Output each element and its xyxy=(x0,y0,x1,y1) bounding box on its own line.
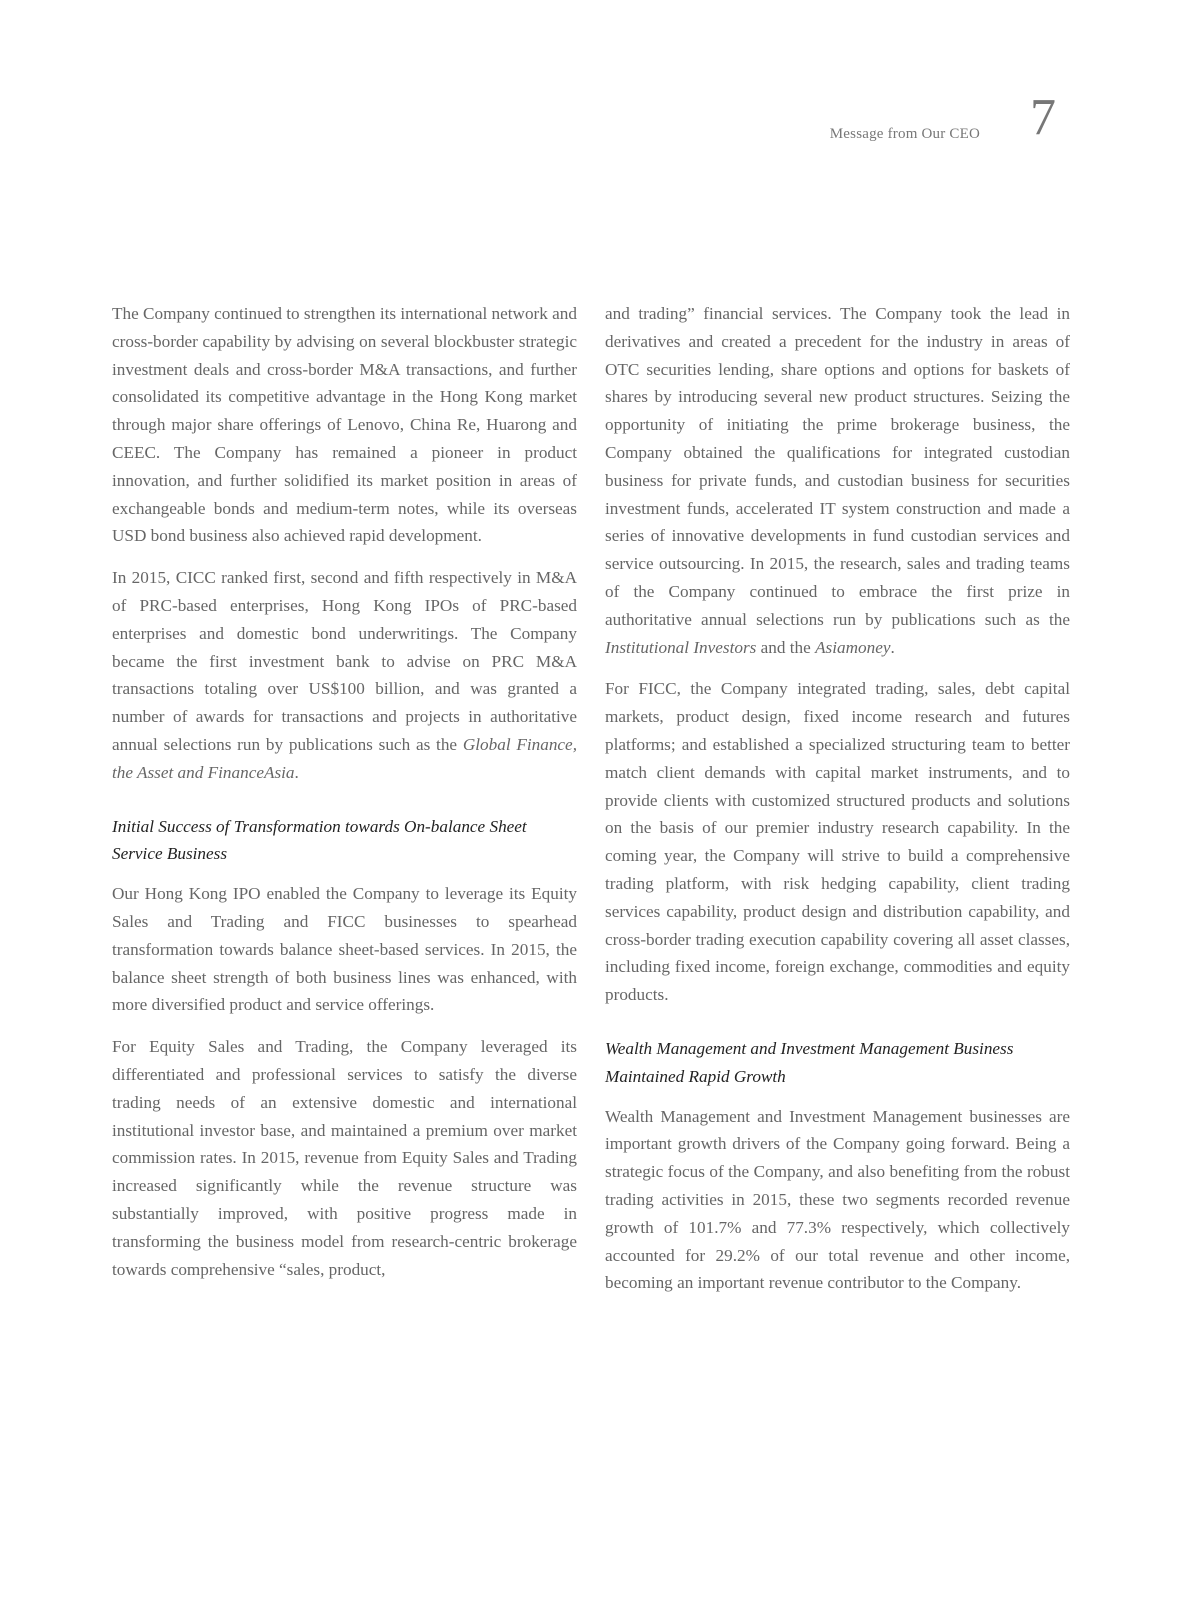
paragraph-trading-services xyxy=(605,300,1070,661)
publication-asiamoney: Asiamoney xyxy=(815,637,891,657)
heading-transformation: Initial Success of Transformation towards On-balance Sheet Service Business xyxy=(112,816,527,864)
section-title: Message from Our CEO xyxy=(829,126,980,142)
left-column xyxy=(112,300,577,1297)
paragraph-rankings-end: . xyxy=(294,762,299,782)
paragraph-ficc: For FICC, the Company integrated trading, sales, debt capital markets, product design, fixed income research and futures platforms; and established a specialized structuring team to better match client demands with capital market instruments, and to provide clients with customized structured products and solutions on the basis of our premier industry research capability. In the coming year, the Company will strive to build a comprehensive trading platform, with risk hedging capability, client trading services capability, product design and distribution capability, and cross-border trading execution capability covering all asset classes, including fixed income, foreign exchange, commodities and equity products. xyxy=(605,679,1070,1005)
paragraph-wealth-management: Wealth Management and Investment Management businesses are important growth drivers of the Company going forward. Being a strategic focus of the Company, and also benefiting from the robust trading activities in 2015, these two segments recorded revenue growth of 101.7% and 77.3% respectively, which collectively accounted for 29.2% of our total revenue and other income, becoming an important revenue contributor to the Company. xyxy=(605,1106,1070,1293)
right-column xyxy=(605,300,1070,1311)
paragraph-rankings xyxy=(112,564,577,786)
paragraph-rankings-text: In 2015, CICC ranked first, second and fifth respectively in M&A of PRC-based enterprises, Hong Kong IPOs of PRC-based enterprises and domestic bond underwritings. The Company became the first investment bank to advise on PRC M&A transactions totaling over US$100 billion, and was granted a number of awards for transactions and projects in authoritative annual selections run by publications such as the xyxy=(112,568,577,754)
publication-names: Global Finance, the Asset and FinanceAsia xyxy=(112,734,577,782)
paragraph-international-network: The Company continued to strengthen its international network and cross-border capability by advising on several blockbuster strategic investment deals and cross-border M&A transactions, and further consolidated its competitive advantage in the Hong Kong market through major share offerings of Lenovo, China Re, Huarong and CEEC. The Company has remained a pioneer in product innovation, and further solidified its market position in areas of exchangeable bonds and medium-term notes, while its overseas USD bond business also achieved rapid development. xyxy=(112,304,577,546)
paragraph-trading-services-mid: and the xyxy=(756,637,816,657)
paragraph-trading-services-text: and trading” financial services. The Company took the lead in derivatives and created a precedent for the industry in areas of OTC securities lending, share options and options for baskets of shares by introducing several new product structures. Seizing the opportunity of initiating the prime brokerage business, the Company obtained the qualifications for integrated custodian business for private funds, and custodian business for securities investment funds, accelerated IT system construction and made a series of innovative developments in fund custodian services and service outsourcing. In 2015, the research, sales and trading teams of the Company continued to embrace the first prize in authoritative annual selections run by publications such as the xyxy=(605,304,1070,629)
paragraph-hk-ipo: Our Hong Kong IPO enabled the Company to leverage its Equity Sales and Trading and FICC businesses to spearhead transformation towards balance sheet-based services. In 2015, the balance sheet strength of both business lines was enhanced, with more diversified product and service offerings. xyxy=(112,884,577,1015)
heading-wealth-management: Wealth Management and Investment Management Business Maintained Rapid Growth xyxy=(605,1038,1014,1086)
paragraph-equity-sales: For Equity Sales and Trading, the Company leveraged its differentiated and professional services to satisfy the diverse trading needs of an extensive domestic and international institutional investor base, and maintained a premium over market commission rates. In 2015, revenue from Equity Sales and Trading increased significantly while the revenue structure was substantially improved, with positive progress made in transforming the business model from research-centric brokerage towards comprehensive “sales, product, xyxy=(112,1037,577,1279)
paragraph-trading-services-end: . xyxy=(890,637,895,657)
publication-institutional-investors: Institutional Investors xyxy=(605,637,757,657)
page-number: 7 xyxy=(1030,89,1056,146)
